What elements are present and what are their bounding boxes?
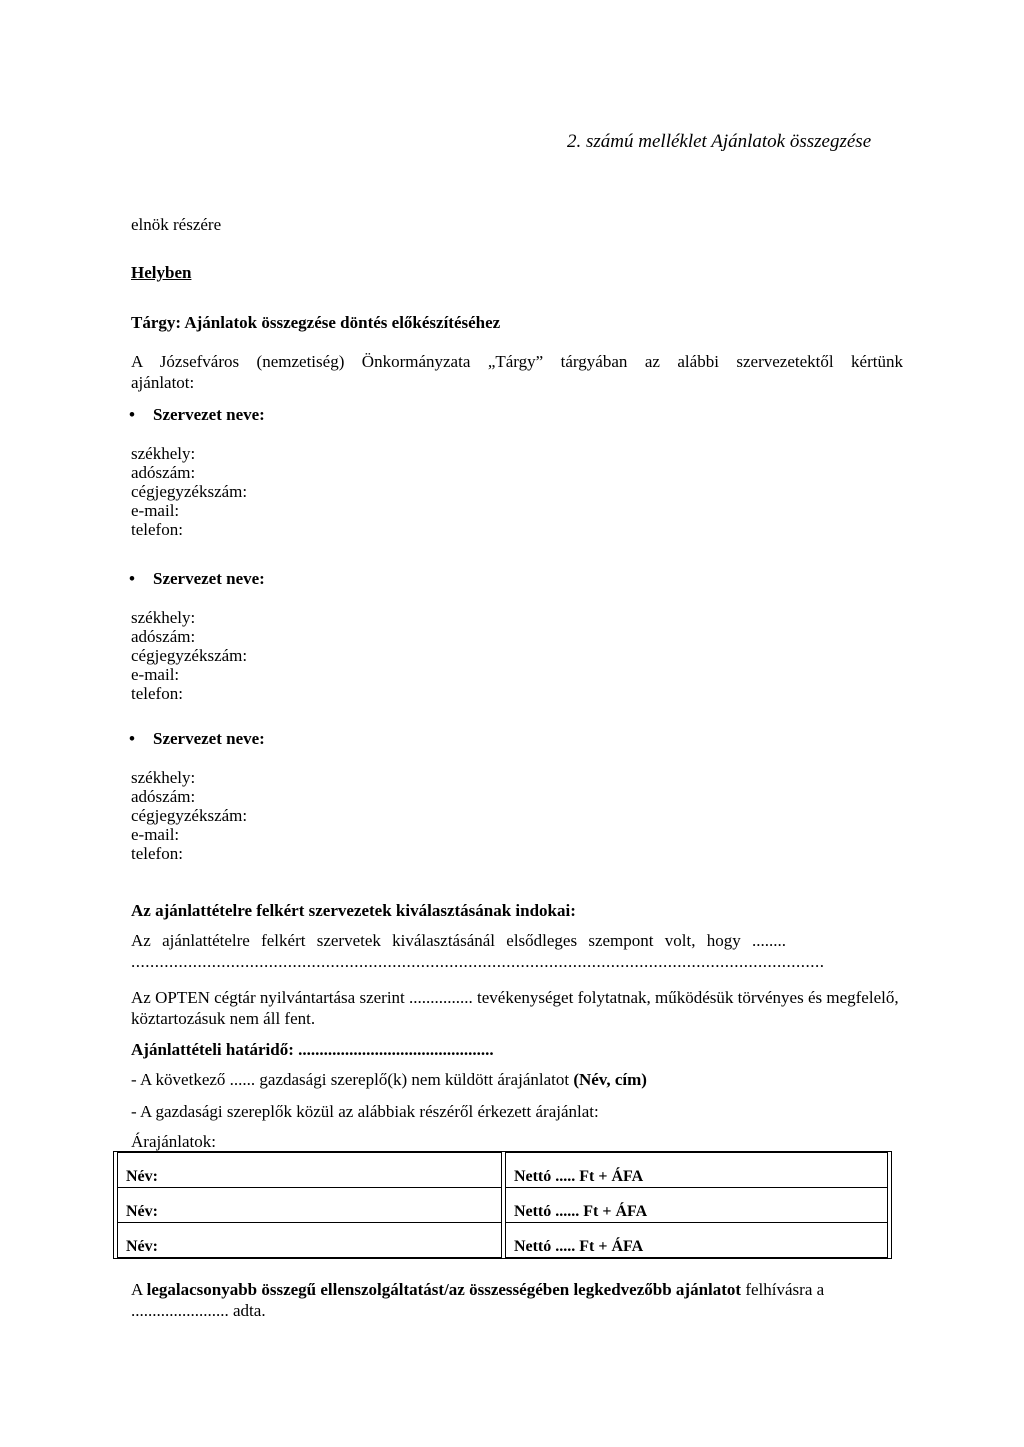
email-label: e-mail: [131, 501, 180, 520]
organization-block-1 [131, 404, 901, 539]
registry-label: cégjegyzékszám: [131, 646, 248, 665]
conclusion-suffix: felhívásra a ....................... adta. [131, 1280, 825, 1320]
no-offer-bold: (Név, cím) [573, 1070, 647, 1089]
offer-price-cell: Nettó ...... Ft + ÁFA [505, 1188, 888, 1223]
conclusion-bold: legalacsonyabb összegű ellenszolgáltatást/az összességében legkedvezőbb ajánlatot [146, 1280, 742, 1299]
tax-label: adószám: [131, 627, 196, 646]
subject-line: Tárgy: Ajánlatok összegzése döntés előkészítéséhez [131, 313, 501, 332]
no-offer-text: - A következő ...... gazdasági szereplő(k) nem küldött árajánlatot [131, 1070, 574, 1089]
deadline-line: Ajánlattételi határidő: .............................................. [131, 1040, 494, 1059]
annex-title: 2. számú melléklet Ajánlatok összegzése [567, 131, 872, 152]
email-label: e-mail: [131, 825, 180, 844]
offers-label: Árajánlatok: [131, 1132, 216, 1151]
offer-name-cell: Név: [117, 1223, 502, 1258]
organization-title [129, 568, 901, 589]
seat-label: székhely: [131, 768, 196, 787]
opten-paragraph: Az OPTEN cégtár nyilvántartása szerint ............... tevékenységet folytatnak, működésük törvényes és megfelelő, köztartozásuk nem áll fent. [131, 988, 899, 1028]
offer-name-cell: Név: [117, 1152, 502, 1188]
registry-label: cégjegyzékszám: [131, 482, 248, 501]
phone-label: telefon: [131, 520, 183, 539]
conclusion-prefix: A [131, 1280, 147, 1299]
table-row [117, 1223, 888, 1258]
location-line: Helyben [131, 263, 192, 282]
seat-label: székhely: [131, 608, 196, 627]
organization-block-3 [131, 728, 901, 863]
received-line: - A gazdasági szereplők közül az alábbiak részéről érkezett árajánlat: [131, 1102, 599, 1121]
table-row [117, 1152, 888, 1188]
organization-label: Szervezet neve: [153, 729, 265, 748]
bullet-icon: • [129, 729, 135, 748]
offer-price-cell: Nettó ..... Ft + ÁFA [505, 1223, 888, 1258]
conclusion-paragraph [131, 1279, 903, 1321]
offers-table-wrap [113, 1151, 892, 1259]
organization-label: Szervezet neve: [153, 405, 265, 424]
no-offer-line [131, 1069, 901, 1090]
intro-line-2: ajánlatot: [131, 373, 195, 392]
organization-fields [131, 768, 901, 863]
organization-title [129, 404, 901, 425]
table-row [117, 1188, 888, 1223]
offer-price-cell: Nettó ..... Ft + ÁFA [505, 1152, 888, 1188]
organization-fields [131, 608, 901, 703]
offer-name-cell: Név: [117, 1188, 502, 1223]
tax-label: adószám: [131, 463, 196, 482]
seat-label: székhely: [131, 444, 196, 463]
reasons-heading: Az ajánlattételre felkért szervezetek kiválasztásának indokai: [131, 901, 576, 920]
registry-label: cégjegyzékszám: [131, 806, 248, 825]
reasons-text: Az ajánlattételre felkért szervetek kiválasztásánál elsődleges szempont volt, hogy ........ [131, 931, 786, 950]
tax-label: adószám: [131, 787, 196, 806]
bullet-icon: • [129, 569, 135, 588]
organization-title [129, 728, 901, 749]
organization-fields [131, 444, 901, 539]
intro-line-1: A Józsefváros (nemzetiség) Önkormányzata „Tárgy” tárgyában az alábbi szervezetektől kértünk [131, 352, 903, 371]
phone-label: telefon: [131, 844, 183, 863]
recipient-line: elnök részére [131, 215, 222, 234]
organization-block-2 [131, 568, 901, 703]
bullet-icon: • [129, 405, 135, 424]
phone-label: telefon: [131, 684, 183, 703]
reasons-dots: .................................................................................................................................................. [131, 952, 825, 971]
email-label: e-mail: [131, 665, 180, 684]
offers-table [113, 1151, 892, 1259]
organization-label: Szervezet neve: [153, 569, 265, 588]
